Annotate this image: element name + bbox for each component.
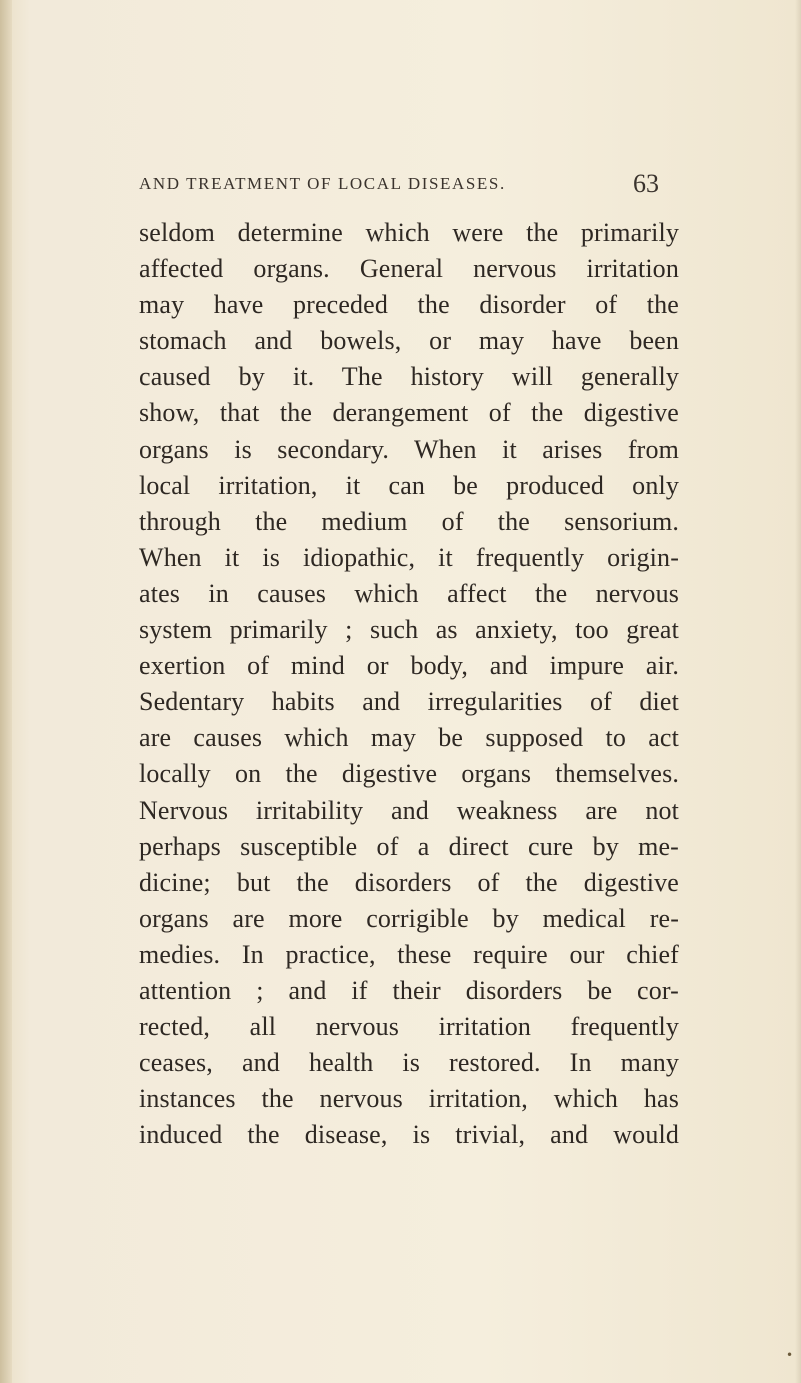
text-line: instances the nervous irritation, which has [139, 1084, 679, 1114]
running-header-title: AND TREATMENT OF LOCAL DISEASES. [139, 174, 506, 193]
body-text [139, 215, 679, 1153]
text-line: dicine; but the disorders of the digestive [139, 867, 679, 897]
text-line: organs is secondary. When it arises from [139, 434, 679, 464]
text-line: ceases, and health is restored. In many [139, 1048, 679, 1078]
text-line: exertion of mind or body, and impure air. [139, 651, 679, 681]
text-line: locally on the digestive organs themselves. [139, 759, 679, 789]
text-line: system primarily ; such as anxiety, too great [139, 615, 679, 645]
text-line: Sedentary habits and irregularities of diet [139, 687, 679, 717]
text-line: may have preceded the disorder of the [139, 290, 679, 320]
binding-gutter [0, 0, 12, 1383]
text-line: ates in causes which affect the nervous [139, 578, 679, 608]
text-line: rected, all nervous irritation frequently [139, 1012, 679, 1042]
text-line: are causes which may be supposed to act [139, 723, 679, 753]
text-line: When it is idiopathic, it frequently origin- [139, 542, 679, 572]
text-line: caused by it. The history will generally [139, 362, 679, 392]
text-line: attention ; and if their disorders be cor- [139, 975, 679, 1005]
running-header [139, 170, 659, 202]
text-line: perhaps susceptible of a direct cure by me- [139, 831, 679, 861]
text-line: through the medium of the sensorium. [139, 506, 679, 536]
text-line: show, that the derangement of the digestive [139, 398, 679, 428]
text-line: medies. In practice, these require our chief [139, 939, 679, 969]
text-line: Nervous irritability and weakness are not [139, 795, 679, 825]
page-edge [795, 0, 801, 1383]
text-line: seldom determine which were the primarily [139, 218, 679, 247]
page-number: 63 [633, 169, 659, 198]
text-line: organs are more corrigible by medical re- [139, 903, 679, 933]
text-line: stomach and bowels, or may have been [139, 326, 679, 356]
text-line: local irritation, it can be produced only [139, 470, 679, 500]
text-line: induced the disease, is trivial, and would [139, 1120, 679, 1150]
ink-speck: • [786, 1348, 794, 1362]
text-line: affected organs. General nervous irritation [139, 254, 679, 284]
